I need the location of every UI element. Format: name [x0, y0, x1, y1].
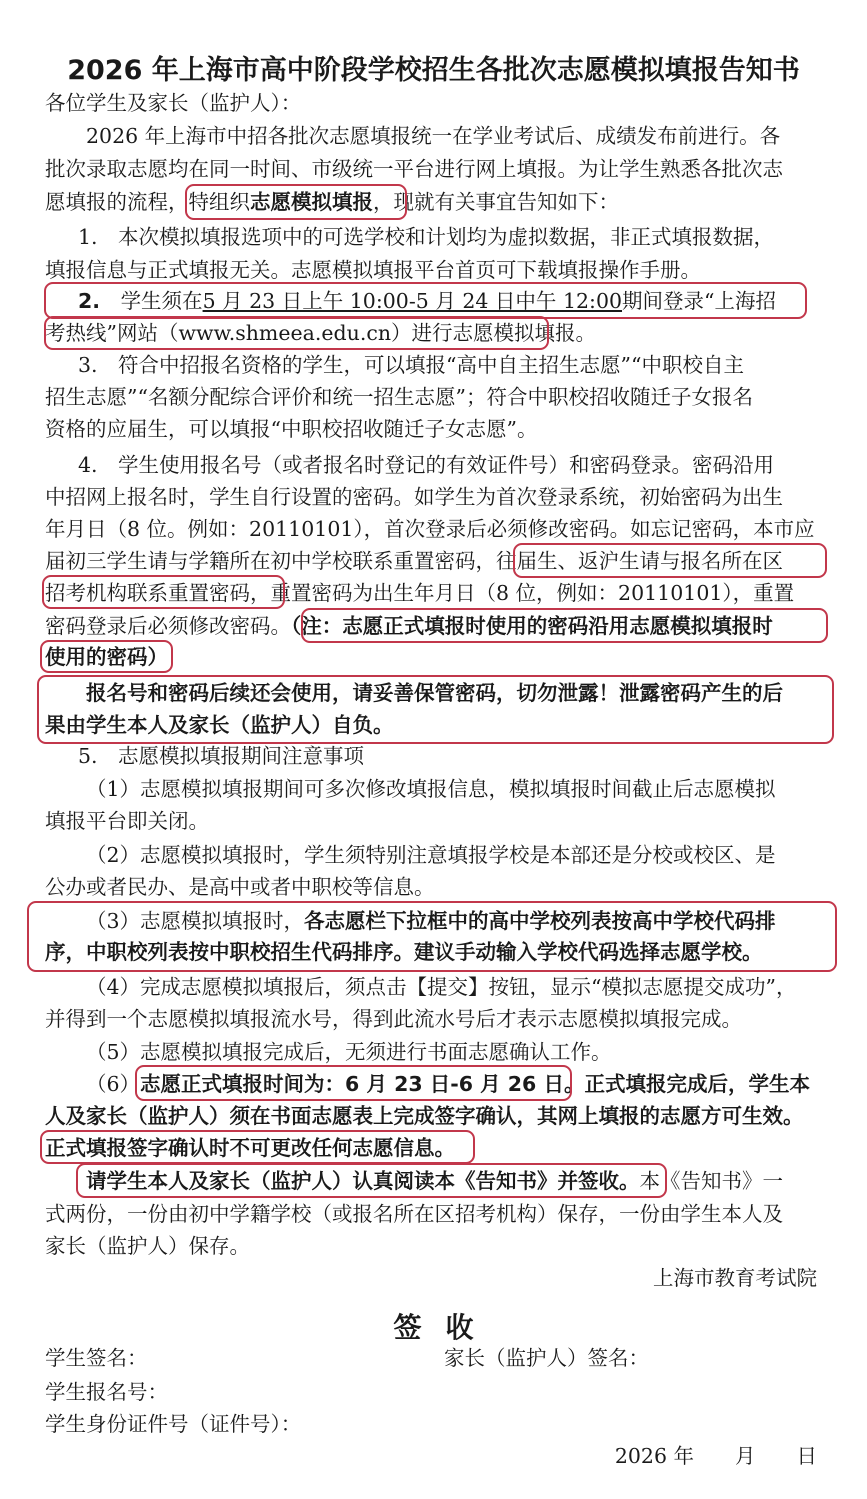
student-id-label: 学生身份证件号（证件号）： [45, 1412, 302, 1436]
item4-line-6 [45, 611, 773, 641]
item5-sub1-line-2: 填报平台即关闭。 [45, 809, 209, 833]
intro-highlight-prefix: 特组织 [188, 190, 250, 214]
item2-line-2 [45, 318, 596, 348]
item5-sub2-line-1: （2）志愿模拟填报时，学生须特别注意填报学校是本部还是分校或校区、是 [86, 843, 776, 867]
item5-sub4-line-1: （4）完成志愿模拟填报后，须点击【提交】按钮，显示“模拟志愿提交成功”， [86, 975, 797, 999]
item2-dates: 5 月 23 日上午 10:00-5 月 24 日中午 12:00 [202, 289, 623, 313]
item2-text-c: 期间登录“上海招 [622, 289, 777, 313]
item3-line-1: 3. 符合中招报名资格的学生，可以填报“高中自主招生志愿”“中职校自主 [78, 353, 744, 377]
item2-text-a: 学生须在 [120, 289, 203, 313]
closing-l1-end: 本《告知书》一 [639, 1169, 783, 1193]
issuer: 上海市教育考试院 [653, 1266, 817, 1290]
item5-sub5-line-1: （5）志愿模拟填报完成后，无须进行书面志愿确认工作。 [86, 1040, 612, 1064]
item4-reset-note-a: 往届生、返沪生请与报名所在区 [496, 549, 783, 573]
intro-line-3-start: 愿填报的流程， [45, 190, 189, 214]
item4-line-1: 4. 学生使用报名号（或者报名时登记的有效证件号）和密码登录。密码沿用 [78, 453, 775, 477]
sign-date: 2026 年 月 日 [614, 1444, 817, 1468]
item4-line-4 [45, 546, 783, 576]
warning-line-1: 报名号和密码后续还会使用，请妥善保管密码，切勿泄露！泄露密码产生的后 [86, 681, 783, 705]
item2-line-1 [78, 286, 776, 316]
item5-sub6-line-3: 正式填报签字确认时不可更改任何志愿信息。 [45, 1136, 455, 1160]
item4-reset-note-b: 招考机构联系重置密码 [45, 581, 250, 605]
item5-sub3-bold: 各志愿栏下拉框中的高中学校列表按高中学校代码排 [304, 909, 776, 933]
closing-bold: 请学生本人及家长（监护人）认真阅读本《告知书》并签收。 [86, 1169, 640, 1193]
item2-website: 考热线”网站（www.shmeea.edu.cn）进行志愿模拟填报 [45, 321, 576, 345]
intro-line-2: 批次录取志愿均在同一时间、市级统一平台进行网上填报。为让学生熟悉各批次志 [45, 157, 783, 181]
item1-line-1: 1. 本次模拟填报选项中的可选学校和计划均为虚拟数据，非正式填报数据， [78, 225, 775, 249]
intro-highlight-bold: 志愿模拟填报 [250, 190, 373, 214]
item4-l6-start: 密码登录后必须修改密码。 [45, 614, 291, 638]
item5-sub6-line-1 [86, 1069, 810, 1099]
closing-line-1 [86, 1166, 783, 1196]
item3-line-2: 招生志愿”“名额分配综合评价和统一招生志愿”；符合中职校招收随迁子女报名 [45, 385, 753, 409]
item4-line-7: 使用的密码） [45, 645, 168, 669]
item5-sub3-start: （3）志愿模拟填报时， [86, 909, 305, 933]
intro-line-3 [45, 187, 619, 217]
student-number-label: 学生报名号： [45, 1380, 168, 1404]
closing-line-3: 家长（监护人）保存。 [45, 1234, 250, 1258]
student-signature-label: 学生签名： [45, 1346, 148, 1370]
item4-password-note: （注：志愿正式填报时使用的密码沿用志愿模拟填报时 [291, 614, 773, 638]
item2-end: 。 [575, 321, 597, 345]
item5-sub6-line-2: 人及家长（监护人）须在书面志愿表上完成签字确认，其网上填报的志愿方可生效。 [45, 1104, 804, 1128]
item4-line-2: 中招网上报名时，学生自行设置的密码。如学生为首次登录系统，初始密码为出生 [45, 485, 783, 509]
item4-l4-start: 届初三学生请与学籍所在初中学校联系重置密码， [45, 549, 496, 573]
document-title: 2026 年上海市高中阶段学校招生各批次志愿模拟填报告知书 [67, 55, 800, 86]
intro-line-1: 2026 年上海市中招各批次志愿填报统一在学业考试后、成绩发布前进行。各 [86, 124, 781, 148]
intro-line-3-end: ，现就有关事宜告知如下： [373, 190, 619, 214]
item5-sub1-line-1: （1）志愿模拟填报期间可多次修改填报信息，模拟填报时间截止后志愿模拟 [86, 777, 776, 801]
item2-number: 2. [78, 289, 101, 313]
item5-formal-dates: 志愿正式填报时间为：6 月 23 日-6 月 26 日。 [140, 1072, 585, 1096]
item5-sub6-bold-end: 正式填报完成后，学生本 [584, 1072, 810, 1096]
warning-line-2: 果由学生本人及家长（监护人）自负。 [45, 713, 394, 737]
item5-sub2-line-2: 公办或者民办、是高中或者中职校等信息。 [45, 875, 435, 899]
item4-line-5 [45, 578, 794, 608]
item5-heading: 5. 志愿模拟填报期间注意事项 [78, 744, 365, 768]
item5-sub3-line-1 [86, 906, 776, 936]
item3-line-3: 资格的应届生，可以填报“中职校招收随迁子女志愿”。 [45, 417, 538, 441]
item5-sub6-prefix: （6） [86, 1072, 141, 1096]
parent-signature-label: 家长（监护人）签名： [444, 1346, 649, 1370]
item1-line-2: 填报信息与正式填报无关。志愿模拟填报平台首页可下载填报操作手册。 [45, 258, 701, 282]
closing-line-2: 式两份，一份由初中学籍学校（或报名所在区招考机构）保存，一份由学生本人及 [45, 1202, 783, 1226]
item5-sub3-line-2: 序，中职校列表按中职校招生代码排序。建议手动输入学校代码选择志愿学校。 [45, 940, 763, 964]
item4-line-3: 年月日（8 位。例如：20110101），首次登录后必须修改密码。如忘记密码，本市应 [45, 517, 815, 541]
greeting: 各位学生及家长（监护人）： [45, 91, 302, 115]
sign-title: 签收 [393, 1311, 498, 1344]
item5-sub4-line-2: 并得到一个志愿模拟填报流水号，得到此流水号后才表示志愿模拟填报完成。 [45, 1007, 742, 1031]
item4-l5-end: ，重置密码为出生年月日（8 位，例如：20110101），重置 [250, 581, 795, 605]
